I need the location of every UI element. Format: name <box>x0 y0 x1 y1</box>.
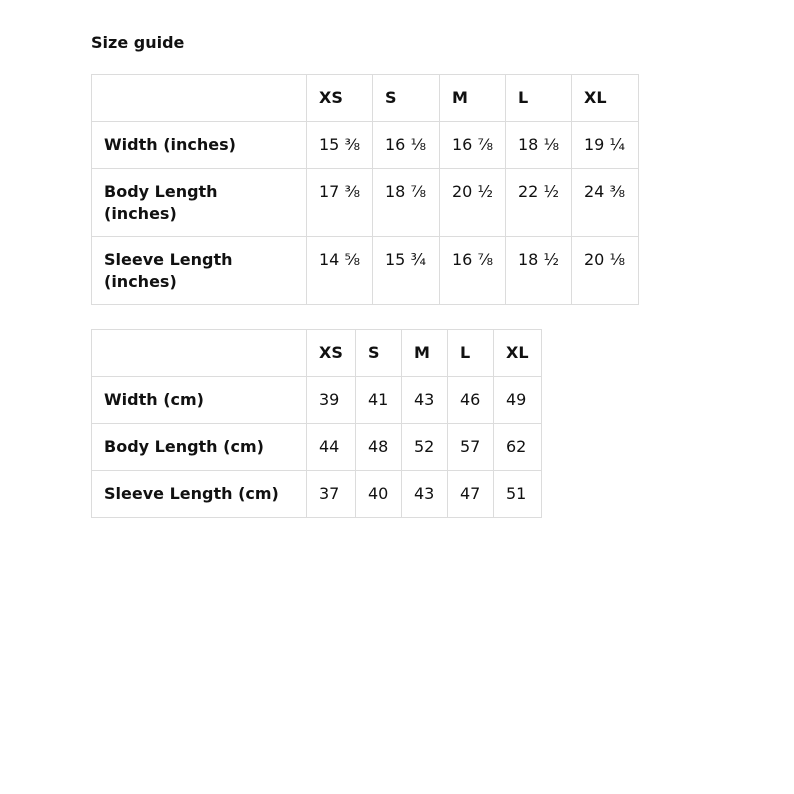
row-label: Body Length (cm) <box>92 424 307 471</box>
table-cell: 18 ⅞ <box>373 169 440 237</box>
table-cell: 18 ⅛ <box>506 122 572 169</box>
table-cell: 16 ⅞ <box>440 237 506 305</box>
table-row <box>92 122 639 169</box>
header-cell-xs: XS <box>307 330 356 377</box>
table-cell: 15 ¾ <box>373 237 440 305</box>
table-row <box>92 424 542 471</box>
table-row <box>92 237 639 305</box>
header-cell-s: S <box>356 330 402 377</box>
table-row <box>92 471 542 518</box>
table-header-row <box>92 75 639 122</box>
header-cell-s: S <box>373 75 440 122</box>
table-cell: 39 <box>307 377 356 424</box>
table-cell: 19 ¼ <box>572 122 639 169</box>
table-cell: 47 <box>448 471 494 518</box>
table-cell: 20 ⅛ <box>572 237 639 305</box>
row-label: Width (cm) <box>92 377 307 424</box>
table-cell: 43 <box>402 471 448 518</box>
table-row <box>92 169 639 237</box>
table-cell: 16 ⅛ <box>373 122 440 169</box>
header-cell-xs: XS <box>307 75 373 122</box>
table-cell: 49 <box>494 377 542 424</box>
header-cell-xl: XL <box>572 75 639 122</box>
table-cell: 20 ½ <box>440 169 506 237</box>
page-title: Size guide <box>91 33 185 52</box>
table-cell: 43 <box>402 377 448 424</box>
table-cell: 24 ⅜ <box>572 169 639 237</box>
table-cell: 16 ⅞ <box>440 122 506 169</box>
table-cell: 40 <box>356 471 402 518</box>
table-cell: 51 <box>494 471 542 518</box>
size-table-inches <box>91 74 639 305</box>
header-cell-empty <box>92 330 307 377</box>
table-cell: 37 <box>307 471 356 518</box>
header-cell-xl: XL <box>494 330 542 377</box>
table-cell: 41 <box>356 377 402 424</box>
table-cell: 57 <box>448 424 494 471</box>
size-table-cm <box>91 329 542 518</box>
row-label: Width (inches) <box>92 122 307 169</box>
table-cell: 17 ⅜ <box>307 169 373 237</box>
table-cell: 46 <box>448 377 494 424</box>
row-label: Sleeve Length (cm) <box>92 471 307 518</box>
header-cell-empty <box>92 75 307 122</box>
header-cell-m: M <box>402 330 448 377</box>
header-cell-l: L <box>506 75 572 122</box>
table-cell: 14 ⅝ <box>307 237 373 305</box>
table-cell: 18 ½ <box>506 237 572 305</box>
table-row <box>92 377 542 424</box>
table-cell: 15 ⅜ <box>307 122 373 169</box>
table-header-row <box>92 330 542 377</box>
table-cell: 48 <box>356 424 402 471</box>
table-cell: 22 ½ <box>506 169 572 237</box>
row-label: Sleeve Length (inches) <box>92 237 307 305</box>
table-cell: 52 <box>402 424 448 471</box>
table-cell: 44 <box>307 424 356 471</box>
header-cell-m: M <box>440 75 506 122</box>
header-cell-l: L <box>448 330 494 377</box>
row-label: Body Length (inches) <box>92 169 307 237</box>
table-cell: 62 <box>494 424 542 471</box>
